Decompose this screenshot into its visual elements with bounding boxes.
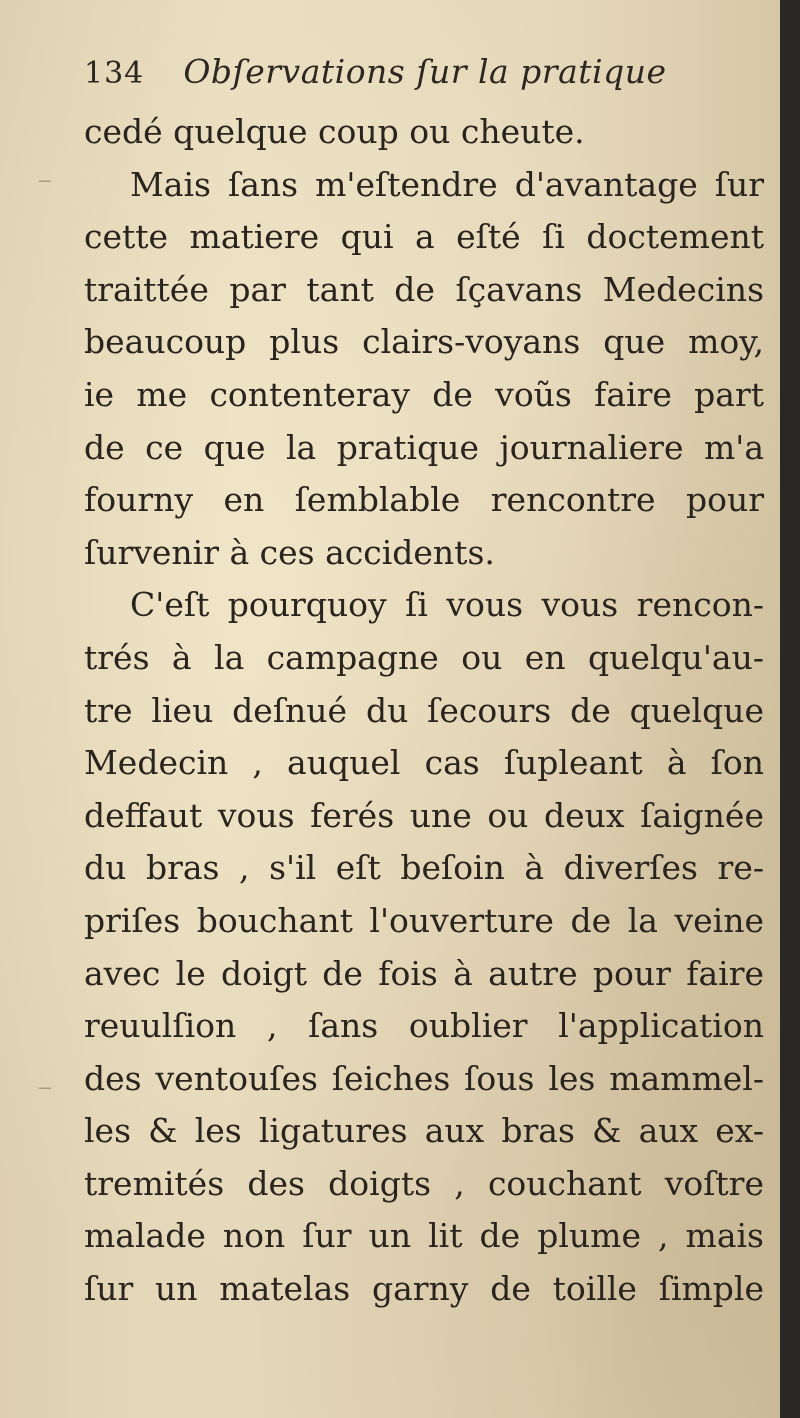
text-line: malade non ſur un lit de plume , mais: [84, 1216, 764, 1256]
text-line: ie me contenteray de voũs faire part: [84, 374, 764, 414]
text-line: ſur un matelas garny de toille ſimple: [84, 1269, 764, 1309]
text-line: cedé quelque coup ou cheute.: [84, 112, 585, 151]
margin-mark: ‒: [38, 168, 52, 193]
text-line: tremités des doigts , couchant voſtre: [84, 1163, 764, 1203]
text-line: trés à la campagne ou en quelqu'au-: [84, 637, 764, 677]
text-line: deffaut vous ferés une ou deux ſaignée: [84, 795, 764, 835]
text-line: priſes bouchant l'ouverture de la veine: [84, 900, 764, 940]
text-line: avec le doigt de fois à autre pour faire: [84, 953, 764, 993]
text-line: C'eſt pourquoy ſi vous vous rencon-: [130, 585, 764, 625]
margin-mark: ‒: [38, 1075, 52, 1100]
text-line: reuulſion , ſans oublier l'application: [84, 1006, 764, 1046]
text-line: du bras , s'il eſt beſoin à diverſes re-: [84, 848, 764, 888]
running-head: [84, 52, 724, 108]
text-line: ſurvenir à ces accidents.: [84, 532, 495, 572]
text-line: tre lieu deſnué du ſecours de quelque: [84, 690, 764, 730]
text-line: les & les ligatures aux bras & aux ex-: [84, 1111, 764, 1151]
body-text: [84, 106, 764, 1316]
text-line: des ventouſes ſeiches ſous les mammel-: [84, 1058, 764, 1098]
text-line: de ce que la pratique journaliere m'a: [84, 427, 764, 467]
text-line: fourny en ſemblable rencontre pour: [84, 480, 764, 520]
text-line: Mais ſans m'eſtendre d'avantage ſur: [130, 164, 764, 204]
text-line: Medecin , auquel cas ſupleant à ſon: [84, 743, 764, 783]
text-line: cette matiere qui a eſté ſi doctement: [84, 217, 764, 257]
running-head-title: Obſervations ſur la pratique: [183, 52, 667, 91]
text-line: traittée par tant de ſçavans Medecins: [84, 269, 764, 309]
text-line: beaucoup plus clairs-voyans que moy,: [84, 322, 764, 362]
page-number: 134: [84, 56, 145, 91]
